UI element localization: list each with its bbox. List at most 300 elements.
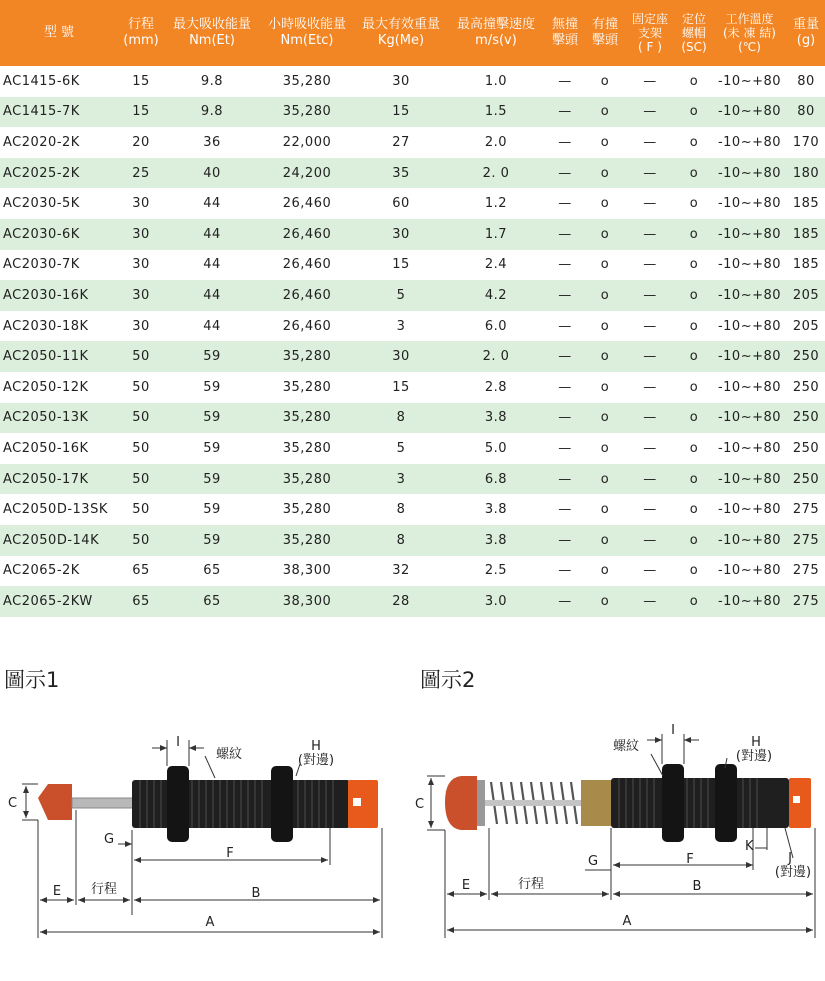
figure2-title: 圖示2 bbox=[420, 668, 476, 692]
column-header-line: 重量 bbox=[792, 17, 819, 32]
table-cell: 250 bbox=[792, 440, 820, 456]
table-cell: -10~+80 bbox=[712, 341, 787, 372]
model-cell: AC2020-2K bbox=[3, 134, 80, 150]
table-cell: — bbox=[544, 158, 586, 189]
table-cell: 20 bbox=[132, 134, 150, 150]
table-cell: 2.0 bbox=[484, 134, 508, 150]
table-cell: -10~+80 bbox=[712, 586, 787, 617]
table-cell: 170 bbox=[792, 134, 820, 150]
table-cell: o bbox=[586, 403, 624, 434]
table-cell: -10~+80 bbox=[712, 464, 787, 495]
column-header-line: (℃) bbox=[738, 40, 761, 54]
column-header-line: (g) bbox=[796, 33, 816, 48]
table-cell: — bbox=[624, 158, 676, 189]
label-H: H bbox=[311, 739, 321, 754]
label-H: H bbox=[751, 735, 761, 750]
model-cell: AC2030-5K bbox=[3, 196, 80, 212]
table-cell: 59 bbox=[203, 440, 221, 456]
table-cell: 35,280 bbox=[282, 502, 332, 518]
column-header-line: 有撞 bbox=[591, 17, 618, 32]
column-header-line: Nm(Etc) bbox=[280, 33, 334, 48]
table-cell: 205 bbox=[787, 280, 825, 311]
table-cell: 44 bbox=[164, 280, 260, 311]
table-cell: -10~+80 bbox=[717, 196, 782, 212]
table-cell: — bbox=[544, 464, 586, 495]
column-header-line: 小時吸收能量 bbox=[267, 17, 346, 32]
table-cell: 6.8 bbox=[448, 464, 544, 495]
table-cell: 205 bbox=[792, 318, 820, 334]
table-row bbox=[0, 158, 825, 189]
column-header-line: 工作溫度 bbox=[725, 12, 774, 26]
table-cell: o bbox=[676, 158, 712, 189]
table-cell: o bbox=[586, 341, 624, 372]
table-cell: 38,300 bbox=[282, 563, 332, 579]
table-cell: o bbox=[689, 502, 699, 518]
table-header-row bbox=[0, 0, 825, 66]
table-cell: — bbox=[544, 97, 586, 128]
table-row bbox=[0, 127, 825, 158]
column-header-line: 擊頭 bbox=[551, 33, 578, 48]
column-header-line: (mm) bbox=[123, 33, 159, 48]
table-cell: o bbox=[676, 219, 712, 250]
table-cell: 8 bbox=[354, 525, 448, 556]
table-cell: o bbox=[586, 525, 624, 556]
column-header-line: ( F ) bbox=[638, 40, 662, 54]
table-cell: o bbox=[600, 257, 610, 273]
table-cell: — bbox=[643, 502, 657, 518]
table-cell: o bbox=[689, 440, 699, 456]
table-cell: 2.5 bbox=[484, 563, 508, 579]
column-header-line: m/s(v) bbox=[475, 33, 517, 48]
table-cell: 35,280 bbox=[260, 403, 354, 434]
table-cell: — bbox=[544, 280, 586, 311]
table-cell: 30 bbox=[132, 318, 150, 334]
table-row bbox=[0, 97, 825, 128]
table-cell: 59 bbox=[203, 502, 221, 518]
table-row bbox=[0, 556, 825, 587]
table-cell: -10~+80 bbox=[717, 318, 782, 334]
table-cell: 59 bbox=[203, 379, 221, 395]
table-cell: o bbox=[676, 97, 712, 128]
label-E: E bbox=[52, 884, 62, 899]
table-cell: — bbox=[544, 403, 586, 434]
table-cell: 2. 0 bbox=[448, 158, 544, 189]
table-cell: 30 bbox=[118, 280, 164, 311]
table-cell: -10~+80 bbox=[712, 280, 787, 311]
column-header-line: (SC) bbox=[681, 40, 707, 54]
table-cell: o bbox=[689, 196, 699, 212]
table-cell: 26,460 bbox=[282, 196, 332, 212]
table-cell: — bbox=[624, 280, 676, 311]
cap-shape bbox=[38, 784, 72, 820]
label-I: I bbox=[671, 723, 675, 738]
table-cell: 27 bbox=[392, 134, 410, 150]
table-cell: 180 bbox=[787, 158, 825, 189]
column-header bbox=[544, 0, 586, 66]
table-cell: -10~+80 bbox=[717, 73, 782, 89]
table-cell: o bbox=[600, 318, 610, 334]
table-cell: 59 bbox=[164, 525, 260, 556]
model-cell: AC2050-16K bbox=[3, 440, 89, 456]
column-header bbox=[586, 0, 624, 66]
table-cell: 5.0 bbox=[484, 440, 508, 456]
label-F: F bbox=[226, 846, 234, 861]
column-header bbox=[118, 0, 164, 66]
model-cell: AC1415-6K bbox=[3, 73, 80, 89]
table-cell: 50 bbox=[132, 502, 150, 518]
table-cell: 3 bbox=[396, 318, 406, 334]
table-row bbox=[0, 341, 825, 372]
table-cell: 15 bbox=[118, 97, 164, 128]
table-cell: o bbox=[676, 586, 712, 617]
table-cell: — bbox=[558, 379, 572, 395]
table-row bbox=[0, 311, 825, 342]
table-cell: — bbox=[624, 341, 676, 372]
nut-right bbox=[271, 766, 293, 842]
cap-shape bbox=[445, 776, 477, 830]
label-C: C bbox=[8, 796, 18, 811]
table-cell: 30 bbox=[392, 73, 410, 89]
table-cell: 1.5 bbox=[448, 97, 544, 128]
table-cell: o bbox=[600, 196, 610, 212]
column-header-line: 最大有效重量 bbox=[361, 17, 440, 32]
table-cell: -10~+80 bbox=[717, 502, 782, 518]
model-cell: AC2030-16K bbox=[0, 280, 118, 311]
table-cell: — bbox=[643, 257, 657, 273]
model-cell: AC2050-11K bbox=[0, 341, 118, 372]
table-cell: 35,280 bbox=[260, 341, 354, 372]
table-cell: 3.8 bbox=[448, 525, 544, 556]
table-cell: 35,280 bbox=[282, 379, 332, 395]
table-cell: 2.4 bbox=[484, 257, 508, 273]
table-cell: -10~+80 bbox=[717, 257, 782, 273]
column-header bbox=[448, 0, 544, 66]
table-cell: o bbox=[586, 464, 624, 495]
column-header-line: 定位 bbox=[681, 12, 706, 26]
model-cell: AC2065-2K bbox=[3, 563, 80, 579]
table-cell: 6.0 bbox=[484, 318, 508, 334]
table-cell: 15 bbox=[392, 379, 410, 395]
label-A: A bbox=[205, 915, 215, 930]
model-cell: AC2030-6K bbox=[0, 219, 118, 250]
table-cell: 50 bbox=[132, 440, 150, 456]
nut-left bbox=[662, 764, 684, 842]
table-cell: 50 bbox=[132, 379, 150, 395]
table-cell: — bbox=[643, 134, 657, 150]
model-cell: AC1415-7K bbox=[0, 97, 118, 128]
nut-left bbox=[167, 766, 189, 842]
table-cell: 3.0 bbox=[448, 586, 544, 617]
table-row bbox=[0, 219, 825, 250]
table-cell: 50 bbox=[118, 403, 164, 434]
rod-shape bbox=[72, 798, 134, 808]
logo-band bbox=[348, 780, 378, 828]
table-cell: 185 bbox=[787, 219, 825, 250]
label-G: G bbox=[587, 854, 599, 869]
table-cell: 185 bbox=[792, 257, 820, 273]
table-cell: 24,200 bbox=[260, 158, 354, 189]
table-cell: 38,300 bbox=[260, 586, 354, 617]
model-cell: AC2050D-14K bbox=[0, 525, 118, 556]
table-cell: o bbox=[689, 379, 699, 395]
label-F: F bbox=[686, 852, 694, 867]
label-A: A bbox=[622, 914, 632, 929]
table-cell: 3.8 bbox=[484, 502, 508, 518]
table-cell: 65 bbox=[203, 563, 221, 579]
column-header bbox=[787, 0, 825, 66]
table-cell: -10~+80 bbox=[717, 563, 782, 579]
column-header-line: 固定座 bbox=[631, 12, 668, 26]
model-cell: AC2050-12K bbox=[3, 379, 89, 395]
table-cell: 35,280 bbox=[282, 73, 332, 89]
table-cell: 44 bbox=[203, 257, 221, 273]
column-header-line: 最大吸收能量 bbox=[172, 17, 251, 32]
table-cell: — bbox=[643, 318, 657, 334]
table-cell: -10~+80 bbox=[712, 97, 787, 128]
table-cell: — bbox=[624, 219, 676, 250]
table-cell: o bbox=[689, 73, 699, 89]
column-header-line: 最高撞擊速度 bbox=[456, 17, 535, 32]
table-cell: — bbox=[544, 219, 586, 250]
table-cell: 8 bbox=[396, 502, 406, 518]
table-cell: 275 bbox=[792, 563, 820, 579]
label-stroke: 行程 bbox=[517, 877, 545, 892]
table-cell: 65 bbox=[164, 586, 260, 617]
table-row bbox=[0, 280, 825, 311]
table-cell: 250 bbox=[787, 464, 825, 495]
table-cell: 30 bbox=[132, 196, 150, 212]
label-thread: 螺紋 bbox=[216, 747, 243, 762]
label-C: C bbox=[415, 797, 425, 812]
table-cell: 59 bbox=[164, 403, 260, 434]
table-cell: — bbox=[558, 257, 572, 273]
table-cell: -10~+80 bbox=[717, 134, 782, 150]
table-cell: 50 bbox=[118, 525, 164, 556]
table-row bbox=[0, 188, 825, 219]
table-cell: 44 bbox=[203, 196, 221, 212]
column-header-line: 型 號 bbox=[43, 25, 75, 40]
table-body bbox=[0, 66, 825, 617]
table-cell: — bbox=[558, 318, 572, 334]
table-cell: o bbox=[600, 134, 610, 150]
column-header bbox=[354, 0, 448, 66]
table-cell: 26,460 bbox=[282, 257, 332, 273]
column-header bbox=[712, 0, 787, 66]
table-cell: -10~+80 bbox=[717, 440, 782, 456]
table-cell: 9.8 bbox=[164, 97, 260, 128]
table-cell: 5 bbox=[354, 280, 448, 311]
table-cell: — bbox=[643, 196, 657, 212]
label-K: K bbox=[745, 839, 754, 854]
table-cell: 15 bbox=[392, 257, 410, 273]
table-cell: o bbox=[600, 73, 610, 89]
table-cell: 15 bbox=[354, 97, 448, 128]
table-cell: 35 bbox=[354, 158, 448, 189]
table-cell: 26,460 bbox=[260, 219, 354, 250]
table-cell: 275 bbox=[787, 586, 825, 617]
table-cell: -10~+80 bbox=[717, 379, 782, 395]
table-cell: 2.8 bbox=[484, 379, 508, 395]
table-cell: -10~+80 bbox=[712, 158, 787, 189]
label-J-sub: (對邊) bbox=[774, 865, 812, 880]
table-cell: 3 bbox=[354, 464, 448, 495]
table-cell: 250 bbox=[787, 403, 825, 434]
table-cell: 44 bbox=[203, 318, 221, 334]
table-cell: — bbox=[624, 525, 676, 556]
column-header-line: 擊頭 bbox=[591, 33, 618, 48]
table-cell: 30 bbox=[118, 219, 164, 250]
label-J: J bbox=[788, 851, 792, 866]
table-cell: 44 bbox=[164, 219, 260, 250]
table-cell: 1.0 bbox=[484, 73, 508, 89]
label-I: I bbox=[176, 735, 180, 750]
label-B: B bbox=[692, 879, 702, 894]
table-cell: 275 bbox=[787, 525, 825, 556]
table-cell: o bbox=[600, 502, 610, 518]
table-cell: — bbox=[558, 502, 572, 518]
collar-shape bbox=[581, 780, 611, 826]
table-row bbox=[0, 586, 825, 617]
label-H-sub: (對邊) bbox=[735, 749, 773, 764]
table-row bbox=[0, 525, 825, 556]
table-cell: -10~+80 bbox=[712, 525, 787, 556]
table-cell: 50 bbox=[118, 464, 164, 495]
table-cell: o bbox=[676, 341, 712, 372]
table-row bbox=[0, 372, 825, 403]
table-cell: — bbox=[643, 73, 657, 89]
table-cell: 36 bbox=[203, 134, 221, 150]
table-row bbox=[0, 250, 825, 281]
table-cell: -10~+80 bbox=[712, 219, 787, 250]
table-cell: 3.8 bbox=[448, 403, 544, 434]
table-cell: o bbox=[586, 219, 624, 250]
table-cell: — bbox=[558, 196, 572, 212]
table-cell: 185 bbox=[792, 196, 820, 212]
column-header-line: 螺帽 bbox=[681, 26, 706, 40]
column-header-line: Kg(Me) bbox=[377, 33, 425, 48]
table-cell: 35,280 bbox=[260, 525, 354, 556]
column-header bbox=[624, 0, 676, 66]
table-cell: — bbox=[544, 586, 586, 617]
table-cell: 26,460 bbox=[282, 318, 332, 334]
table-cell: 40 bbox=[164, 158, 260, 189]
table-cell: 30 bbox=[132, 257, 150, 273]
model-cell: AC2030-7K bbox=[3, 257, 80, 273]
table-row bbox=[0, 494, 825, 525]
table-cell: — bbox=[643, 440, 657, 456]
table-cell: 250 bbox=[792, 379, 820, 395]
model-cell: AC2030-18K bbox=[3, 318, 89, 334]
table-cell: o bbox=[600, 440, 610, 456]
table-cell: 5 bbox=[396, 440, 406, 456]
label-H-sub: (對邊) bbox=[297, 753, 335, 768]
table-cell: o bbox=[600, 379, 610, 395]
table-cell: 8 bbox=[354, 403, 448, 434]
column-header-line: 無撞 bbox=[551, 17, 578, 32]
table-cell: 35,280 bbox=[260, 464, 354, 495]
body-shape bbox=[611, 778, 789, 828]
label-thread: 螺紋 bbox=[613, 739, 640, 754]
table-cell: o bbox=[586, 97, 624, 128]
table-cell: o bbox=[676, 280, 712, 311]
table-cell: 59 bbox=[164, 341, 260, 372]
table-row bbox=[0, 464, 825, 495]
table-cell: — bbox=[558, 73, 572, 89]
table-cell: 4.2 bbox=[448, 280, 544, 311]
table-cell: 250 bbox=[787, 341, 825, 372]
table-row bbox=[0, 433, 825, 464]
table-row bbox=[0, 403, 825, 434]
model-cell: AC2025-2K bbox=[0, 158, 118, 189]
table-cell: 25 bbox=[118, 158, 164, 189]
table-cell: o bbox=[600, 563, 610, 579]
table-cell: o bbox=[586, 586, 624, 617]
table-cell: o bbox=[689, 563, 699, 579]
table-cell: o bbox=[689, 318, 699, 334]
table-cell: o bbox=[586, 158, 624, 189]
table-cell: 2. 0 bbox=[448, 341, 544, 372]
figure1-diagram bbox=[0, 720, 400, 950]
table-cell: 65 bbox=[132, 563, 150, 579]
table-cell: 80 bbox=[797, 73, 815, 89]
label-B: B bbox=[251, 886, 261, 901]
column-header bbox=[260, 0, 354, 66]
model-cell: AC2050-17K bbox=[0, 464, 118, 495]
table-cell: 59 bbox=[164, 464, 260, 495]
model-cell: AC2065-2KW bbox=[0, 586, 118, 617]
table-cell: 35,280 bbox=[260, 97, 354, 128]
table-cell: o bbox=[676, 403, 712, 434]
table-cell: o bbox=[676, 464, 712, 495]
figure2-diagram bbox=[415, 720, 825, 950]
column-header-line: (未 凍 結) bbox=[723, 26, 776, 40]
table-cell: 9.8 bbox=[200, 73, 224, 89]
model-cell: AC2050D-13SK bbox=[3, 502, 108, 518]
table-cell: 15 bbox=[132, 73, 150, 89]
table-cell: 30 bbox=[354, 219, 448, 250]
table-cell: — bbox=[624, 586, 676, 617]
table-cell: — bbox=[558, 134, 572, 150]
table-cell: 1.7 bbox=[448, 219, 544, 250]
figure1-title: 圖示1 bbox=[4, 668, 60, 692]
column-header bbox=[676, 0, 712, 66]
table-cell: — bbox=[544, 525, 586, 556]
table-row bbox=[0, 66, 825, 97]
table-cell: 26,460 bbox=[260, 280, 354, 311]
column-header-line: 支架 bbox=[637, 26, 662, 40]
table-cell: o bbox=[676, 525, 712, 556]
nut-right bbox=[715, 764, 737, 842]
table-cell: — bbox=[643, 379, 657, 395]
table-cell: 35,280 bbox=[282, 440, 332, 456]
table-cell: — bbox=[558, 440, 572, 456]
table-cell: o bbox=[586, 280, 624, 311]
table-cell: -10~+80 bbox=[712, 403, 787, 434]
table-cell: 80 bbox=[787, 97, 825, 128]
table-cell: — bbox=[544, 341, 586, 372]
column-header-line: 行程 bbox=[127, 17, 154, 32]
label-E: E bbox=[461, 878, 471, 893]
table-cell: 50 bbox=[118, 341, 164, 372]
table-cell: — bbox=[624, 403, 676, 434]
column-header bbox=[164, 0, 260, 66]
table-cell: 32 bbox=[392, 563, 410, 579]
table-cell: 22,000 bbox=[282, 134, 332, 150]
column-header-line: Nm(Et) bbox=[189, 33, 235, 48]
table-cell: 65 bbox=[118, 586, 164, 617]
table-cell: 30 bbox=[354, 341, 448, 372]
table-cell: 275 bbox=[792, 502, 820, 518]
